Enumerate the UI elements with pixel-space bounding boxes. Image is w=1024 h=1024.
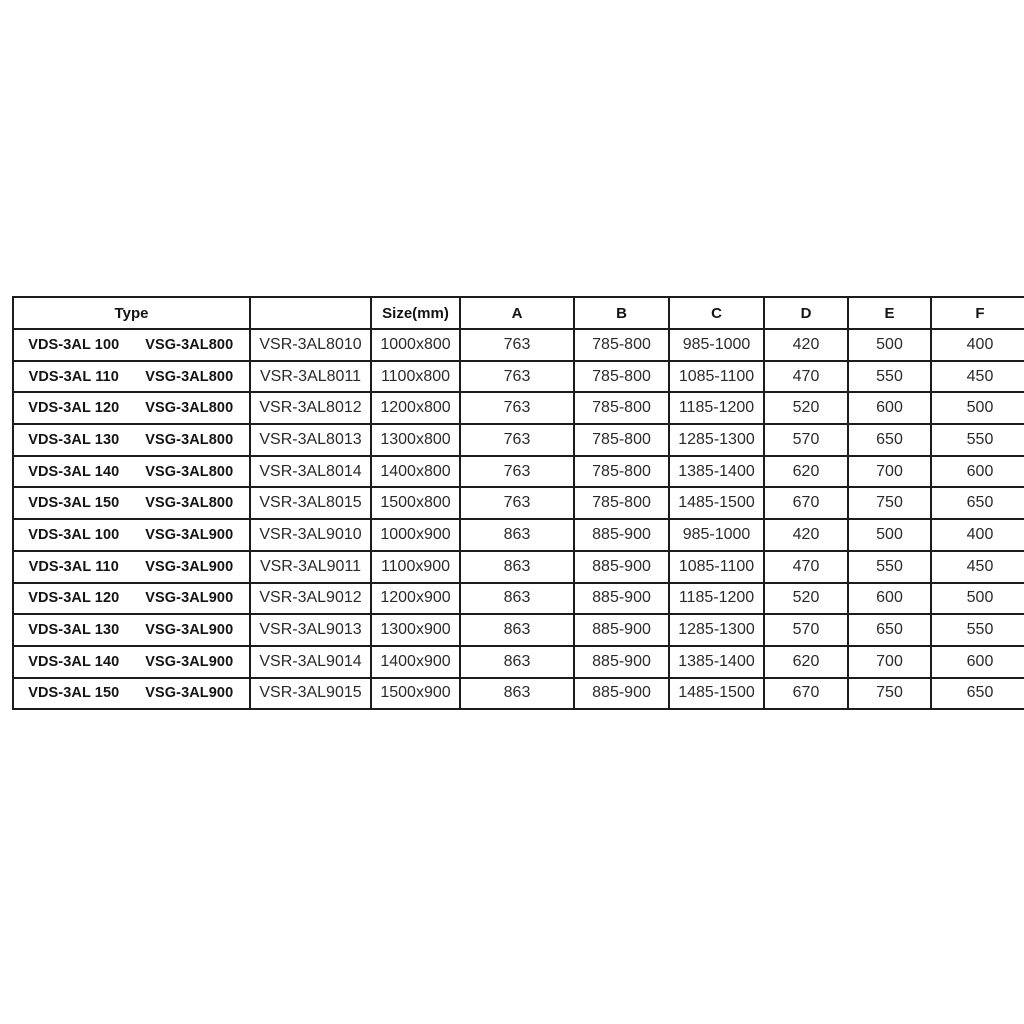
header-row [13, 297, 1024, 329]
cell-e: 750 [848, 487, 931, 519]
type-vsg-label: VSG-3AL800 [145, 431, 234, 448]
table-row [13, 614, 1024, 646]
cell-model-code: VSR-3AL8012 [250, 392, 371, 424]
header-size: Size(mm) [371, 297, 460, 329]
cell-model-code: VSR-3AL8011 [250, 361, 371, 393]
cell-model-code: VSR-3AL8015 [250, 487, 371, 519]
table-row [13, 583, 1024, 615]
cell-c: 1485-1500 [669, 487, 764, 519]
type-vds-label: VDS-3AL 130 [28, 622, 120, 639]
cell-size: 1400x800 [371, 456, 460, 488]
type-vds-label: VDS-3AL 140 [28, 463, 120, 480]
type-vsg-label: VSG-3AL900 [145, 590, 234, 607]
cell-type [13, 551, 250, 583]
type-vds-label: VDS-3AL 100 [28, 336, 120, 353]
type-vsg-label: VSG-3AL800 [145, 495, 234, 512]
cell-c: 1385-1400 [669, 456, 764, 488]
cell-type [13, 646, 250, 678]
cell-c: 1185-1200 [669, 583, 764, 615]
table-row [13, 551, 1024, 583]
cell-f: 400 [931, 519, 1024, 551]
cell-model-code: VSR-3AL9015 [250, 678, 371, 710]
cell-f: 450 [931, 361, 1024, 393]
cell-f: 550 [931, 424, 1024, 456]
cell-b: 885-900 [574, 583, 669, 615]
cell-size: 1100x900 [371, 551, 460, 583]
cell-c: 1185-1200 [669, 392, 764, 424]
header-c: C [669, 297, 764, 329]
cell-f: 500 [931, 392, 1024, 424]
cell-c: 1485-1500 [669, 678, 764, 710]
table-row [13, 646, 1024, 678]
type-vsg-label: VSG-3AL800 [145, 400, 234, 417]
cell-c: 1285-1300 [669, 614, 764, 646]
cell-model-code: VSR-3AL8010 [250, 329, 371, 361]
table-row [13, 456, 1024, 488]
cell-type [13, 614, 250, 646]
cell-e: 600 [848, 583, 931, 615]
type-vsg-label: VSG-3AL800 [145, 368, 234, 385]
cell-d: 670 [764, 487, 848, 519]
cell-model-code: VSR-3AL9013 [250, 614, 371, 646]
header-type: Type [13, 297, 250, 329]
cell-f: 450 [931, 551, 1024, 583]
table-row [13, 329, 1024, 361]
cell-model-code: VSR-3AL9011 [250, 551, 371, 583]
type-vsg-label: VSG-3AL900 [145, 685, 234, 702]
cell-a: 763 [460, 456, 574, 488]
table-row [13, 678, 1024, 710]
cell-a: 763 [460, 361, 574, 393]
cell-b: 885-900 [574, 551, 669, 583]
cell-c: 1085-1100 [669, 361, 764, 393]
table-row [13, 487, 1024, 519]
cell-e: 500 [848, 519, 931, 551]
cell-type [13, 487, 250, 519]
cell-type [13, 392, 250, 424]
table-row [13, 361, 1024, 393]
cell-d: 520 [764, 583, 848, 615]
cell-e: 750 [848, 678, 931, 710]
type-vds-label: VDS-3AL 140 [28, 653, 120, 670]
cell-a: 863 [460, 646, 574, 678]
cell-e: 600 [848, 392, 931, 424]
cell-type [13, 678, 250, 710]
type-vds-label: VDS-3AL 110 [28, 368, 119, 385]
cell-size: 1500x800 [371, 487, 460, 519]
cell-e: 550 [848, 361, 931, 393]
cell-d: 570 [764, 614, 848, 646]
header-e: E [848, 297, 931, 329]
cell-a: 763 [460, 329, 574, 361]
cell-e: 650 [848, 614, 931, 646]
cell-a: 863 [460, 519, 574, 551]
cell-model-code: VSR-3AL9012 [250, 583, 371, 615]
cell-d: 420 [764, 329, 848, 361]
cell-size: 1200x800 [371, 392, 460, 424]
cell-d: 470 [764, 551, 848, 583]
table-body [13, 329, 1024, 709]
type-vds-label: VDS-3AL 120 [28, 590, 120, 607]
header-a: A [460, 297, 574, 329]
cell-e: 650 [848, 424, 931, 456]
cell-b: 785-800 [574, 361, 669, 393]
cell-b: 885-900 [574, 614, 669, 646]
cell-size: 1000x800 [371, 329, 460, 361]
cell-a: 763 [460, 487, 574, 519]
cell-d: 620 [764, 456, 848, 488]
cell-type [13, 361, 250, 393]
cell-type [13, 519, 250, 551]
cell-model-code: VSR-3AL8014 [250, 456, 371, 488]
type-vds-label: VDS-3AL 150 [28, 495, 120, 512]
type-vsg-label: VSG-3AL900 [145, 558, 234, 575]
cell-c: 1285-1300 [669, 424, 764, 456]
cell-e: 700 [848, 456, 931, 488]
cell-b: 885-900 [574, 519, 669, 551]
header-d: D [764, 297, 848, 329]
type-vsg-label: VSG-3AL900 [145, 653, 234, 670]
cell-f: 600 [931, 456, 1024, 488]
cell-size: 1200x900 [371, 583, 460, 615]
table-row [13, 392, 1024, 424]
header-b: B [574, 297, 669, 329]
cell-size: 1500x900 [371, 678, 460, 710]
cell-a: 763 [460, 424, 574, 456]
cell-f: 400 [931, 329, 1024, 361]
cell-f: 500 [931, 583, 1024, 615]
cell-d: 570 [764, 424, 848, 456]
type-vds-label: VDS-3AL 150 [28, 685, 120, 702]
type-vsg-label: VSG-3AL900 [145, 526, 234, 543]
cell-c: 1385-1400 [669, 646, 764, 678]
cell-size: 1300x900 [371, 614, 460, 646]
type-vds-label: VDS-3AL 110 [28, 558, 119, 575]
spec-table [12, 296, 1024, 710]
cell-size: 1100x800 [371, 361, 460, 393]
cell-a: 863 [460, 678, 574, 710]
cell-b: 785-800 [574, 392, 669, 424]
cell-e: 700 [848, 646, 931, 678]
cell-b: 785-800 [574, 329, 669, 361]
cell-size: 1400x900 [371, 646, 460, 678]
cell-e: 500 [848, 329, 931, 361]
cell-type [13, 456, 250, 488]
type-vsg-label: VSG-3AL800 [145, 463, 234, 480]
cell-model-code: VSR-3AL9010 [250, 519, 371, 551]
cell-d: 470 [764, 361, 848, 393]
cell-size: 1300x800 [371, 424, 460, 456]
cell-model-code: VSR-3AL8013 [250, 424, 371, 456]
cell-d: 620 [764, 646, 848, 678]
cell-d: 520 [764, 392, 848, 424]
table-row [13, 424, 1024, 456]
cell-model-code: VSR-3AL9014 [250, 646, 371, 678]
cell-c: 985-1000 [669, 329, 764, 361]
cell-a: 863 [460, 583, 574, 615]
cell-f: 600 [931, 646, 1024, 678]
type-vds-label: VDS-3AL 120 [28, 400, 120, 417]
cell-b: 885-900 [574, 678, 669, 710]
type-vds-label: VDS-3AL 130 [28, 431, 120, 448]
cell-b: 785-800 [574, 424, 669, 456]
header-code [250, 297, 371, 329]
cell-size: 1000x900 [371, 519, 460, 551]
cell-c: 1085-1100 [669, 551, 764, 583]
cell-a: 763 [460, 392, 574, 424]
type-vds-label: VDS-3AL 100 [28, 526, 120, 543]
type-vsg-label: VSG-3AL900 [145, 622, 234, 639]
cell-type [13, 583, 250, 615]
cell-a: 863 [460, 551, 574, 583]
cell-b: 885-900 [574, 646, 669, 678]
type-vsg-label: VSG-3AL800 [145, 336, 234, 353]
cell-type [13, 329, 250, 361]
cell-f: 550 [931, 614, 1024, 646]
cell-b: 785-800 [574, 487, 669, 519]
cell-b: 785-800 [574, 456, 669, 488]
cell-type [13, 424, 250, 456]
cell-f: 650 [931, 678, 1024, 710]
cell-e: 550 [848, 551, 931, 583]
cell-f: 650 [931, 487, 1024, 519]
cell-d: 420 [764, 519, 848, 551]
cell-c: 985-1000 [669, 519, 764, 551]
header-f: F [931, 297, 1024, 329]
cell-a: 863 [460, 614, 574, 646]
cell-d: 670 [764, 678, 848, 710]
table-row [13, 519, 1024, 551]
